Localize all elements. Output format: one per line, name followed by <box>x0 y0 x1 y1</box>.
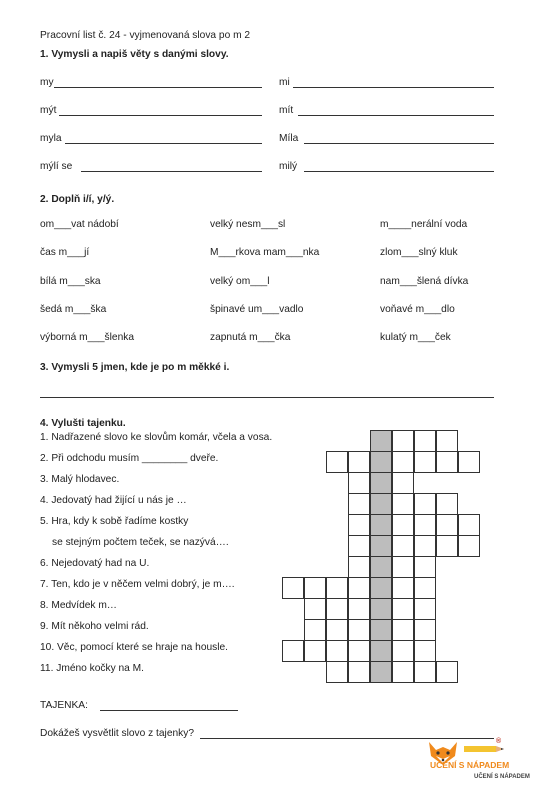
crossword-cell[interactable] <box>392 619 414 641</box>
task1-writing-line[interactable] <box>54 87 262 88</box>
crossword-solution-cell[interactable] <box>370 577 392 599</box>
crossword-cell[interactable] <box>436 514 458 536</box>
crossword-clue: 2. Při odchodu musím ________ dveře. <box>40 453 219 464</box>
task1-word: mít <box>279 105 294 116</box>
crossword-cell[interactable] <box>348 640 370 662</box>
crossword-cell[interactable] <box>458 535 480 557</box>
registered-mark: ® <box>496 738 502 745</box>
task1-word: Míla <box>279 133 299 144</box>
crossword-cell[interactable] <box>282 640 304 662</box>
crossword-clue: 9. Mít někoho velmi rád. <box>40 621 149 632</box>
crossword-cell[interactable] <box>304 619 326 641</box>
crossword-cell[interactable] <box>304 640 326 662</box>
crossword-cell[interactable] <box>414 430 436 452</box>
task2-exercise[interactable]: velký nesm___sl <box>210 219 286 230</box>
crossword-clue: 4. Jedovatý had žijící u nás je … <box>40 495 187 506</box>
task1-writing-line[interactable] <box>65 143 262 144</box>
task2-title: 2. Doplň i/í, y/ý. <box>40 194 115 205</box>
crossword-clue: 6. Nejedovatý had na U. <box>40 558 150 569</box>
crossword-cell[interactable] <box>348 514 370 536</box>
task1-title: 1. Vymysli a napiš věty s danými slovy. <box>40 49 229 60</box>
task2-exercise[interactable]: kulatý m___ček <box>380 332 451 343</box>
crossword-cell[interactable] <box>436 493 458 515</box>
crossword-clue: 1. Nadřazené slovo ke slovům komár, včela a vosa. <box>40 432 273 443</box>
crossword-cell[interactable] <box>458 514 480 536</box>
crossword-clue: 11. Jméno kočky na M. <box>40 663 144 674</box>
crossword-clue: 8. Medvídek m… <box>40 600 117 611</box>
crossword-cell[interactable] <box>392 493 414 515</box>
answer-label: TAJENKA: <box>40 700 88 711</box>
crossword-cell[interactable] <box>436 430 458 452</box>
task1-writing-line[interactable] <box>81 171 262 172</box>
crossword-cell[interactable] <box>348 451 370 473</box>
brand-logo <box>418 738 536 784</box>
task2-exercise[interactable]: výborná m___šlenka <box>40 332 135 343</box>
crossword-cell[interactable] <box>392 598 414 620</box>
crossword-cell[interactable] <box>348 619 370 641</box>
task1-writing-line[interactable] <box>298 115 494 116</box>
task2-exercise[interactable]: zlom___slný kluk <box>380 247 458 258</box>
crossword-cell[interactable] <box>414 514 436 536</box>
crossword-solution-cell[interactable] <box>370 619 392 641</box>
crossword-cell[interactable] <box>414 661 436 683</box>
crossword-cell[interactable] <box>282 577 304 599</box>
crossword-cell[interactable] <box>348 661 370 683</box>
brand-name-small: UČENÍ S NÁPADEM <box>474 774 530 780</box>
task1-word: my <box>40 77 54 88</box>
crossword-cell[interactable] <box>348 472 370 494</box>
crossword-clue: 5. Hra, kdy k sobě řadíme kostky <box>40 516 189 527</box>
worksheet-header: Pracovní list č. 24 - vyjmenovaná slova po m 2 <box>40 30 251 41</box>
crossword-solution-cell[interactable] <box>370 451 392 473</box>
crossword-cell[interactable] <box>392 514 414 536</box>
task2-exercise[interactable]: m____nerální voda <box>380 219 468 230</box>
crossword-clue: 10. Věc, pomocí které se hraje na housle. <box>40 642 229 653</box>
crossword-cell[interactable] <box>348 598 370 620</box>
crossword-cell[interactable] <box>348 556 370 578</box>
crossword-cell[interactable] <box>326 640 348 662</box>
crossword-clue: se stejným počtem teček, se nazývá…. <box>52 537 229 548</box>
crossword-cell[interactable] <box>414 640 436 662</box>
crossword-solution-cell[interactable] <box>370 430 392 452</box>
task1-writing-line[interactable] <box>304 171 494 172</box>
crossword-cell[interactable] <box>414 577 436 599</box>
brand-name: UČENÍ S NÁPADEM <box>430 760 510 770</box>
task1-word: myla <box>40 133 62 144</box>
task2-exercise[interactable]: voňavé m___dlo <box>380 304 455 315</box>
crossword-cell[interactable] <box>392 535 414 557</box>
crossword-cell[interactable] <box>414 619 436 641</box>
task1-word: mýt <box>40 105 57 116</box>
crossword-cell[interactable] <box>392 661 414 683</box>
crossword-solution-cell[interactable] <box>370 493 392 515</box>
crossword-cell[interactable] <box>392 640 414 662</box>
crossword-cell[interactable] <box>414 451 436 473</box>
task2-exercise[interactable]: nam___šlená dívka <box>380 276 469 287</box>
task2-exercise[interactable]: šedá m___ška <box>40 304 107 315</box>
answer-line[interactable] <box>100 710 238 711</box>
crossword-cell[interactable] <box>326 451 348 473</box>
crossword-cell[interactable] <box>414 556 436 578</box>
crossword-cell[interactable] <box>348 493 370 515</box>
crossword-cell[interactable] <box>326 661 348 683</box>
task2-exercise[interactable]: om___vat nádobí <box>40 219 119 230</box>
task1-writing-line[interactable] <box>59 115 262 116</box>
task4-title: 4. Vylušti tajenku. <box>40 418 126 429</box>
crossword-cell[interactable] <box>436 535 458 557</box>
crossword-solution-cell[interactable] <box>370 556 392 578</box>
task1-writing-line[interactable] <box>304 143 494 144</box>
crossword-solution-cell[interactable] <box>370 640 392 662</box>
task2-exercise[interactable]: bílá m___ska <box>40 276 101 287</box>
task1-writing-line[interactable] <box>293 87 494 88</box>
crossword-solution-cell[interactable] <box>370 535 392 557</box>
crossword-cell[interactable] <box>304 598 326 620</box>
crossword-cell[interactable] <box>326 619 348 641</box>
task3-answer-line[interactable] <box>40 397 494 398</box>
crossword-solution-cell[interactable] <box>370 661 392 683</box>
crossword-cell[interactable] <box>458 451 480 473</box>
crossword-cell[interactable] <box>414 535 436 557</box>
task2-exercise[interactable]: velký om___l <box>210 276 270 287</box>
crossword-cell[interactable] <box>326 577 348 599</box>
crossword-clue: 7. Ten, kdo je v něčem velmi dobrý, je m…. <box>40 579 235 590</box>
task2-exercise[interactable]: špinavé um___vadlo <box>210 304 304 315</box>
crossword-solution-cell[interactable] <box>370 472 392 494</box>
crossword-cell[interactable] <box>326 598 348 620</box>
task1-word: mýlí se <box>40 161 73 172</box>
crossword-cell[interactable] <box>392 451 414 473</box>
task2-exercise[interactable]: zapnutá m___čka <box>210 332 291 343</box>
crossword-cell[interactable] <box>392 472 414 494</box>
crossword-clue: 3. Malý hlodavec. <box>40 474 120 485</box>
crossword-cell[interactable] <box>414 598 436 620</box>
crossword-cell[interactable] <box>436 451 458 473</box>
crossword-cell[interactable] <box>348 577 370 599</box>
crossword-solution-cell[interactable] <box>370 514 392 536</box>
task2-exercise[interactable]: čas m___jí <box>40 247 90 258</box>
crossword-cell[interactable] <box>436 661 458 683</box>
crossword-cell[interactable] <box>414 493 436 515</box>
crossword-cell[interactable] <box>348 535 370 557</box>
task2-exercise[interactable]: M___rkova mam___nka <box>210 247 320 258</box>
question-text: Dokážeš vysvětlit slovo z tajenky? <box>40 728 195 739</box>
pencil-icon <box>464 744 504 754</box>
task1-word: mi <box>279 77 290 88</box>
crossword-solution-cell[interactable] <box>370 598 392 620</box>
crossword-cell[interactable] <box>304 577 326 599</box>
crossword-cell[interactable] <box>392 556 414 578</box>
task3-title: 3. Vymysli 5 jmen, kde je po m měkké i. <box>40 362 230 373</box>
task1-word: milý <box>279 161 298 172</box>
crossword-cell[interactable] <box>392 577 414 599</box>
crossword-cell[interactable] <box>392 430 414 452</box>
